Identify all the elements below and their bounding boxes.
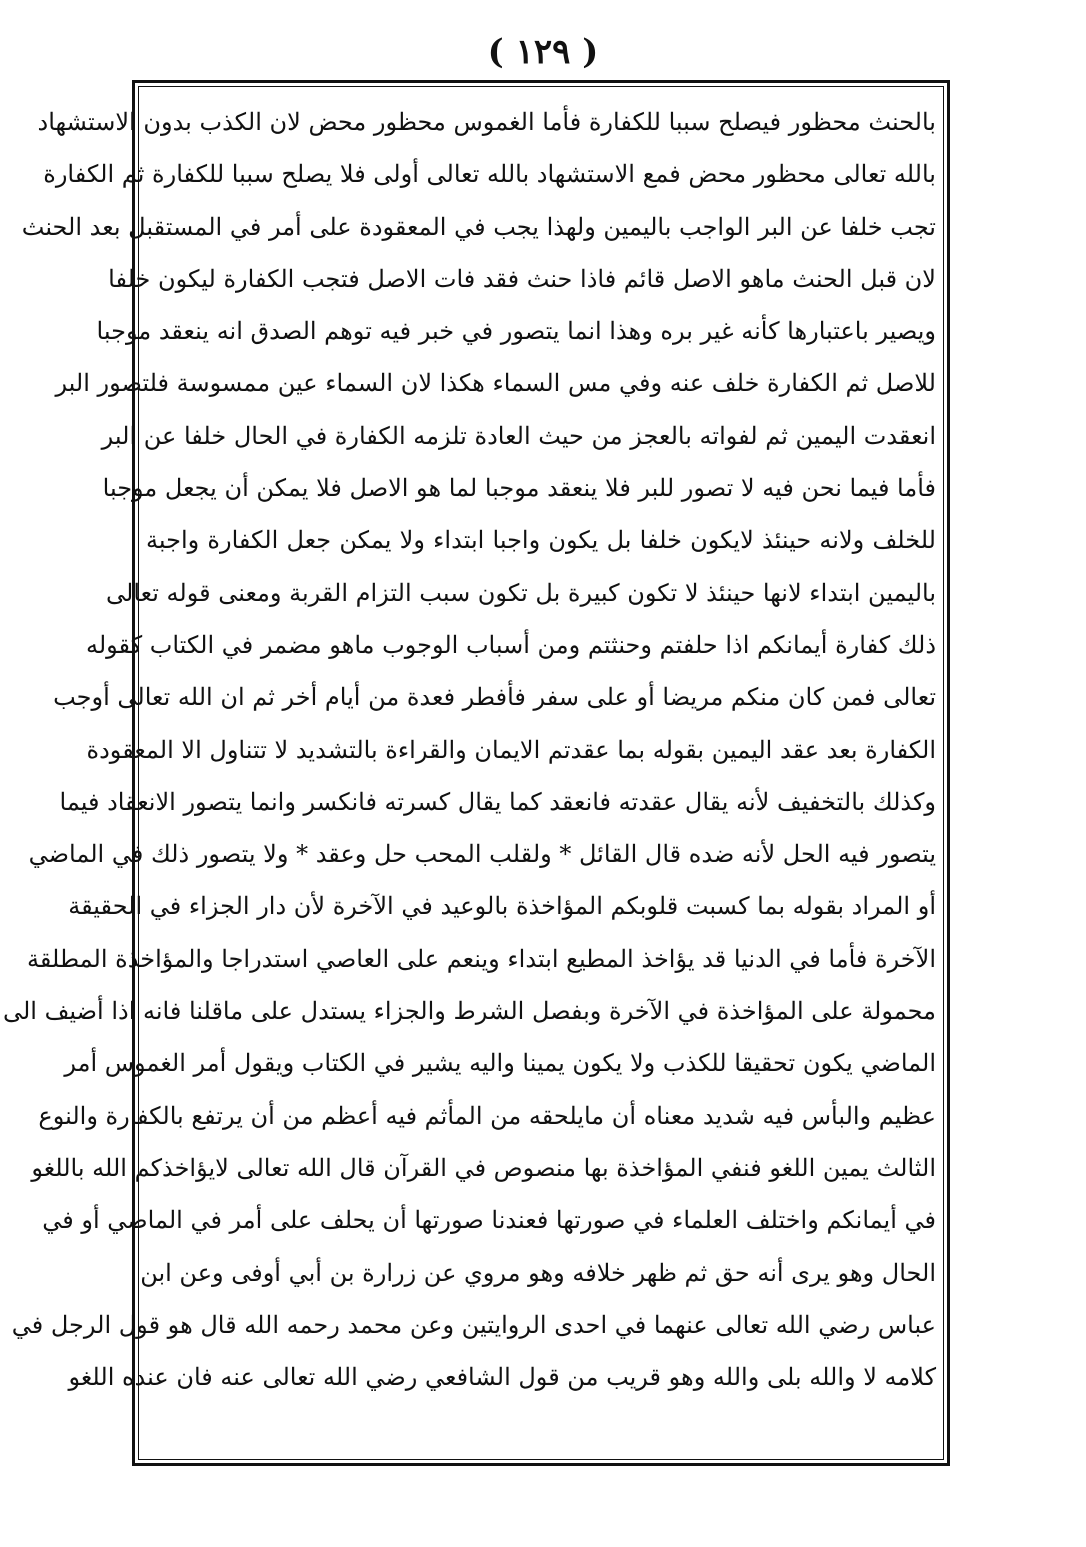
text-line: الثالث يمين اللغو فنفي المؤاخذة بها منصوص في القرآن قال الله تعالى لايؤاخذكم الله باللغو	[31, 1153, 936, 1182]
text-line: تجب خلفا عن البر الواجب باليمين ولهذا يجب في المعقودة على أمر في المستقبل بعد الحنث	[21, 212, 936, 241]
text-line: انعقدت اليمين ثم لفواته بالعجز من حيث العادة تلزمه الكفارة في الحال خلفا عن البر	[101, 421, 936, 450]
text-line: لان قبل الحنث ماهو الاصل قائم فاذا حنث فقد فات الاصل فتجب الكفارة ليكون خلفا	[108, 264, 936, 293]
text-line: باليمين ابتداء لانها حينئذ لا تكون كبيرة بل تكون سبب التزام القربة ومعنى قوله تعالى	[106, 578, 936, 607]
text-line: عباس رضي الله تعالى عنهما في احدى الروايتين وعن محمد رحمه الله قال هو قول الرجل في	[11, 1310, 936, 1339]
text-line: يتصور فيه الحل لأنه ضده قال القائل * ولقلب المحب حل وعقد * ولا يتصور ذلك في الماضي	[28, 840, 936, 869]
text-line: في أيمانكم واختلف العلماء في صورتها فعندنا صورتها أن يحلف على أمر في الماضي أو في	[42, 1206, 936, 1235]
page-number: ( ١٢٩ )	[487, 32, 599, 72]
text-line: للاصل ثم الكفارة خلف عنه وفي مس السماء هكذا لان السماء عين ممسوسة فلتصور البر	[55, 369, 936, 398]
text-line: الآخرة فأما في الدنيا قد يؤاخذ المطيع ابتداء وينعم على العاصي استدراجا والمؤاخذة المطلقة	[27, 944, 936, 973]
text-line: للخلف ولانه حينئذ لايكون خلفا بل يكون واجبا ابتداء ولا يمكن جعل الكفارة واجبة	[146, 526, 936, 555]
text-line: كلامه لا والله بلى والله وهو قريب من قول الشافعي رضي الله تعالى عنه فان عنده اللغو	[68, 1363, 936, 1392]
text-line: وكذلك بالتخفيف لأنه يقال عقدته فانعقد كما يقال كسرته فانكسر وانما يتصور الانعقاد فيما	[59, 787, 936, 816]
text-line: فأما فيما نحن فيه لا تصور للبر فلا ينعقد موجبا لما هو الاصل فلا يمكن أن يجعل موجبا	[102, 474, 936, 503]
text-line: ويصير باعتبارها كأنه غير بره وهذا انما يتصور في خبر فيه توهم الصدق انه ينعقد موجبا	[96, 317, 936, 346]
page-body-text	[2, 96, 936, 1456]
text-line: ذلك كفارة أيمانكم اذا حلفتم وحنثتم ومن أسباب الوجوب ماهو مضمر في الكتاب كقوله	[85, 630, 936, 659]
text-line: محمولة على المؤاخذة في الآخرة وبفصل الشرط والجزاء يستدل على ماقلنا فانه اذا أضيف الى	[2, 997, 936, 1026]
text-line: عظيم والبأس فيه شديد معناه أن مايلحقه من المأثم فيه أعظم من أن يرتفع بالكفارة والنوع	[38, 1101, 936, 1130]
text-line: الحال وهو يرى أنه حق ثم ظهر خلافه وهو مروي عن زرارة بن أبي أوفى وعن ابن	[140, 1258, 936, 1287]
text-line: الكفارة بعد عقد اليمين بقوله بما عقدتم الايمان والقراءة بالتشديد لا تتناول الا المعقودة	[86, 735, 936, 764]
text-line: أو المراد بقوله بما كسبت قلوبكم المؤاخذة بالوعيد في الآخرة لأن دار الجزاء في الحقيقة	[68, 892, 936, 921]
text-line: بالحنث محظور فيصلح سببا للكفارة فأما الغموس محظور محض لان الكذب بدون الاستشهاد	[37, 108, 936, 136]
text-line: تعالى فمن كان منكم مريضا أو على سفر فأفطر فعدة من أيام أخر ثم ان الله تعالى أوجب	[53, 683, 936, 712]
text-line: الماضي يكون تحقيقا للكذب ولا يكون يمينا واليه يشير في الكتاب ويقول أمر الغموس أمر	[64, 1049, 936, 1078]
text-line: بالله تعالى محظور محض فمع الاستشهاد بالله تعالى أولى فلا يصلح سببا للكفارة ثم الكفارة	[43, 160, 936, 189]
